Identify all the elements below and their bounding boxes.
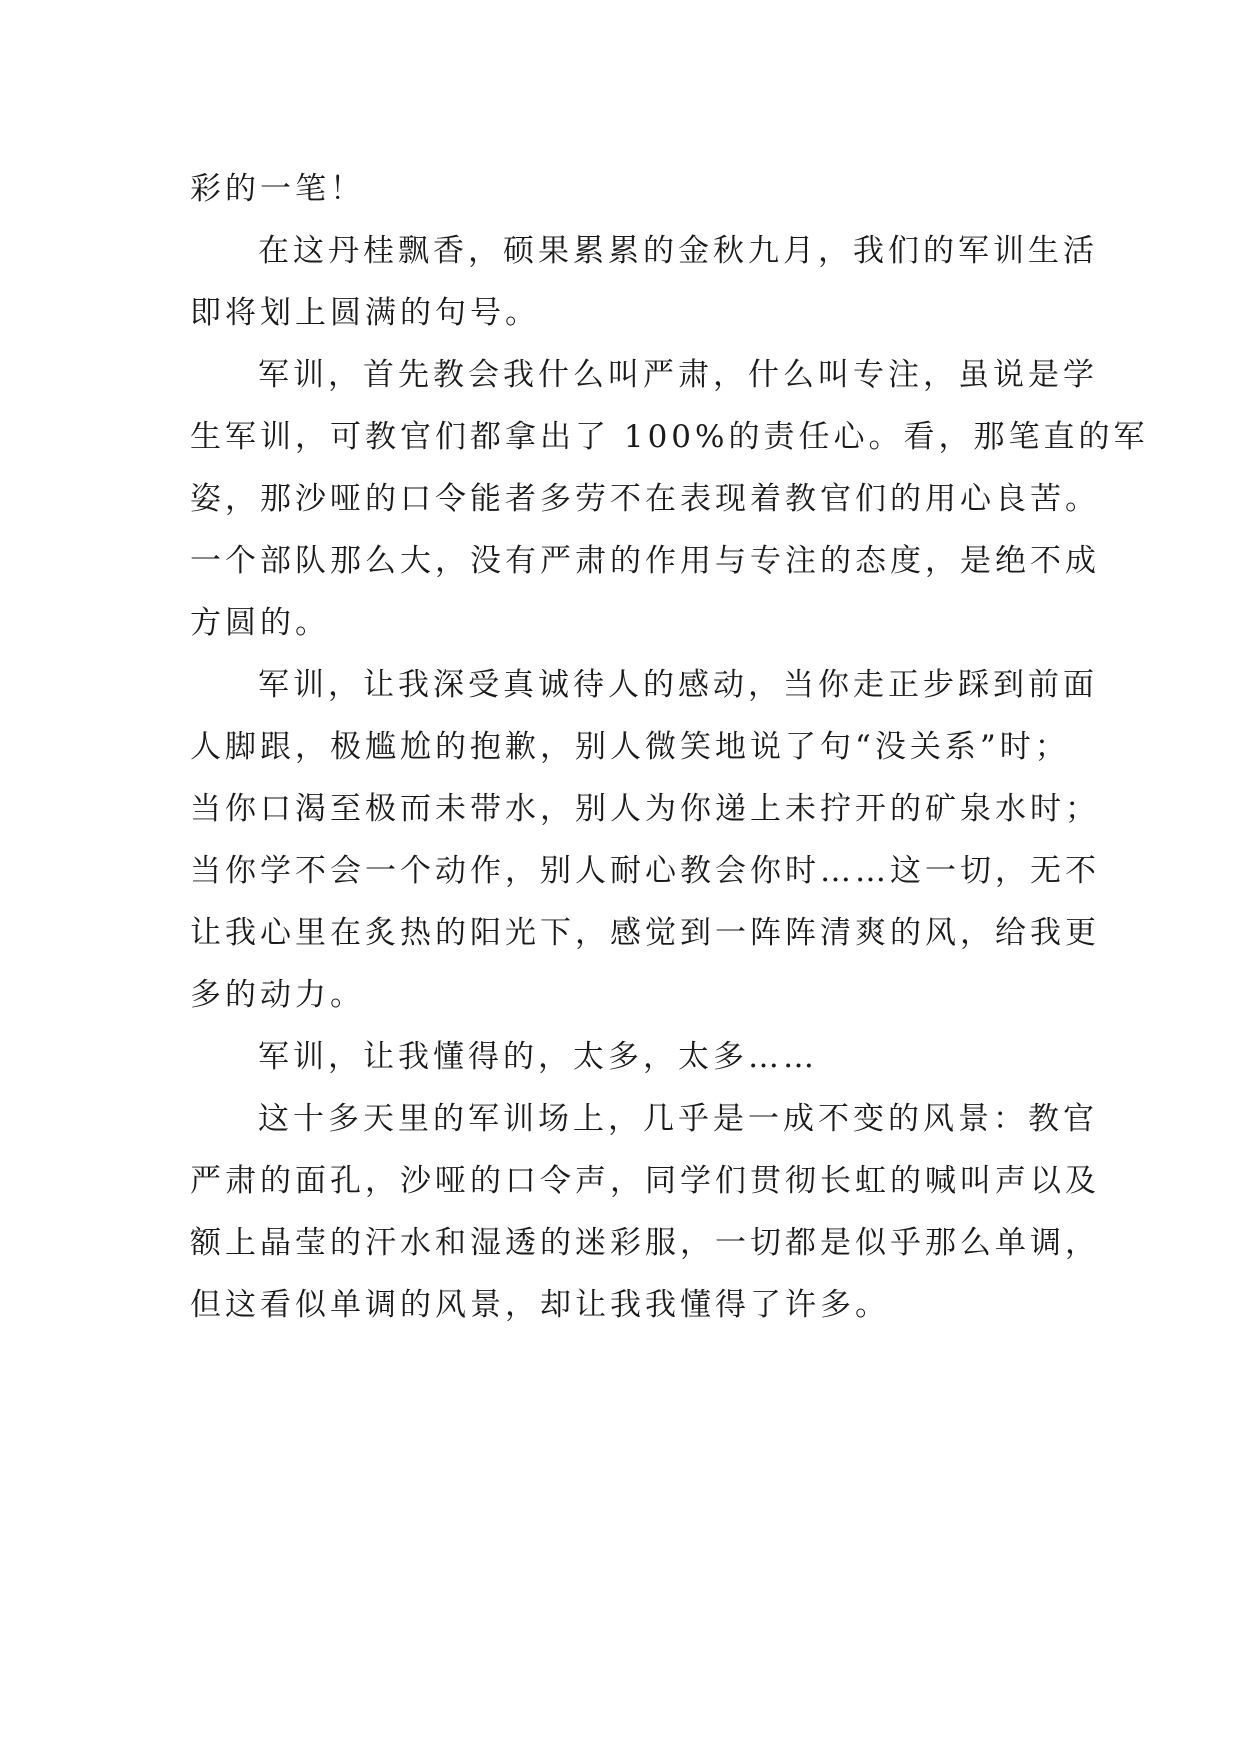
text-line: 额上晶莹的汗水和湿透的迷彩服，一切都是似乎那么单调， — [190, 1225, 1100, 1261]
text-line: 一个部队那么大，没有严肃的作用与专注的态度，是绝不成 — [190, 543, 1100, 579]
essay-body — [190, 158, 1149, 1336]
paragraph-first-line: 军训，首先教会我什么叫严肃，什么叫专注，虽说是学 — [258, 357, 1098, 393]
text-line: 生军训，可教官们都拿出了 100%的责任心。看，那笔直的军 — [190, 419, 1149, 455]
text-line: 当你口渴至极而未带水，别人为你递上未拧开的矿泉水时； — [190, 791, 1100, 827]
text-line: 人脚跟，极尴尬的抱歉，别人微笑地说了句“没关系”时； — [190, 729, 1070, 765]
text-line: 即将划上圆满的句号。 — [190, 295, 540, 331]
text-line: 严肃的面孔，沙哑的口令声，同学们贯彻长虹的喊叫声以及 — [190, 1163, 1100, 1199]
text-line: 但这看似单调的风景，却让我我懂得了许多。 — [190, 1287, 890, 1323]
text-line: 彩的一笔！ — [190, 171, 365, 207]
text-line: 当你学不会一个动作，别人耐心教会你时……这一切，无不 — [190, 853, 1100, 889]
text-line: 姿，那沙哑的口令能者多劳不在表现着教官们的用心良苦。 — [190, 481, 1100, 517]
text-line: 让我心里在炙热的阳光下，感觉到一阵阵清爽的风，给我更 — [190, 915, 1100, 951]
paragraph-first-line: 军训，让我懂得的，太多，太多…… — [258, 1039, 818, 1075]
paragraph-first-line: 这十多天里的军训场上，几乎是一成不变的风景：教官 — [258, 1101, 1098, 1137]
paragraph-first-line: 在这丹桂飘香，硕果累累的金秋九月，我们的军训生活 — [258, 233, 1098, 269]
paragraph-first-line: 军训，让我深受真诚待人的感动，当你走正步踩到前面 — [258, 667, 1098, 703]
text-line: 方圆的。 — [190, 605, 330, 641]
text-line: 多的动力。 — [190, 977, 365, 1013]
